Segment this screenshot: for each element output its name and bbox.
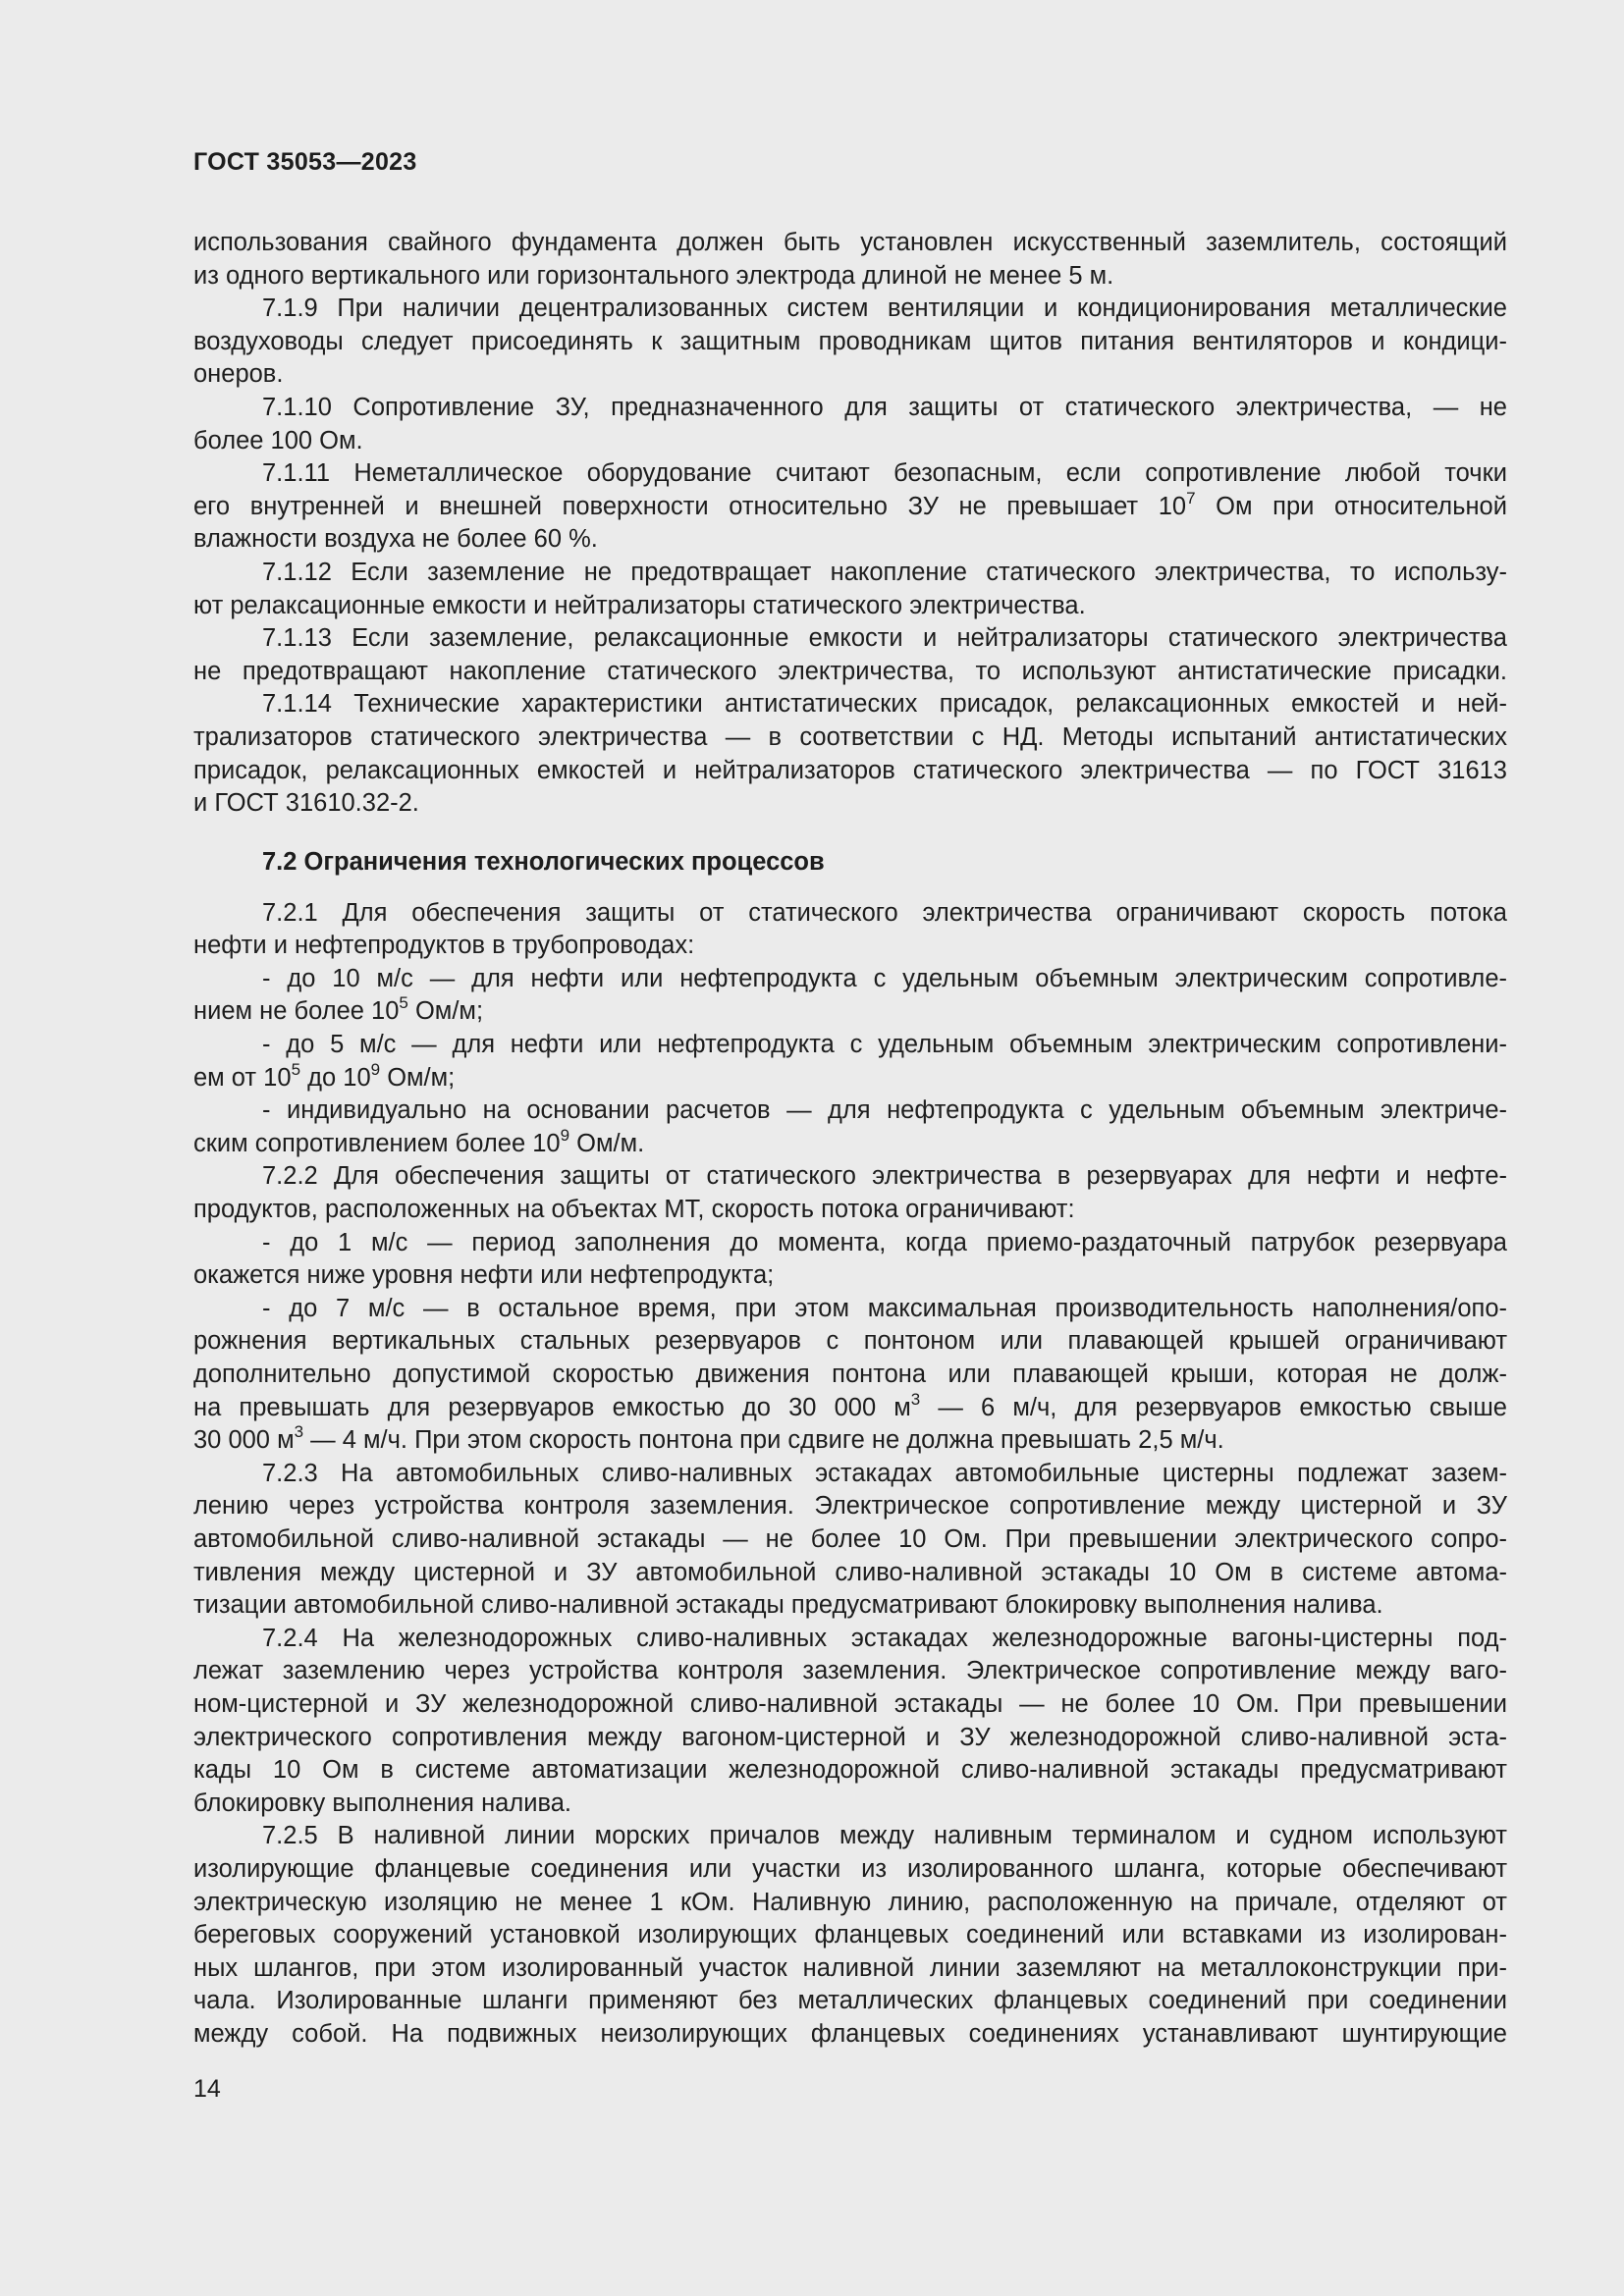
clause-7-1-13: 7.1.13 Если заземление, релаксационные емкости и нейтрализаторы статического электричества <box>262 624 1507 653</box>
list-item: - до 10 м/с — для нефти или нефтепродукта с удельным объемным электрическим сопротивле- <box>262 964 1507 992</box>
text-line: онеров. <box>193 360 284 389</box>
clause-7-2-1: 7.2.1 Для обеспечения защиты от статического электричества ограничивают скорость потока <box>262 898 1507 927</box>
clause-7-2-5: 7.2.5 В наливной линии морских причалов между наливным терминалом и судном используют <box>262 1822 1507 1850</box>
clause-7-1-14: 7.1.14 Технические характеристики антистатических присадок, релаксационных емкостей и ней- <box>262 690 1507 719</box>
clause-7-1-12: 7.1.12 Если заземление не предотвращает накопление статического электричества, то использу- <box>262 558 1507 586</box>
text-line <box>193 1125 1507 1161</box>
clause-7-1-9: 7.1.9 При наличии децентрализованных систем вентиляции и кондиционирования металлические <box>262 294 1507 323</box>
text-line: лению через устройства контроля заземления. Электрическое сопротивление между цистерной и ЗУ <box>193 1492 1507 1521</box>
page-number: 14 <box>193 2075 221 2103</box>
text-line: влажности воздуха не более 60 %. <box>193 525 598 554</box>
section-heading-7-2: 7.2 Ограничения технологических процессов <box>262 847 825 876</box>
superscript: 5 <box>399 993 408 1013</box>
list-item: - индивидуально на основании расчетов — для нефтепродукта с удельным объемным электриче- <box>262 1096 1507 1125</box>
text-line: окажется ниже уровня нефти или нефтепродукта; <box>193 1261 775 1290</box>
text-line: продуктов, расположенных на объектах МТ, скорость потока ограничивают: <box>193 1196 1075 1224</box>
superscript: 5 <box>291 1059 301 1079</box>
text-fragment: нием не более 10 <box>193 997 400 1026</box>
text-line: ют релаксационные емкости и нейтрализаторы статического электричества. <box>193 591 1086 619</box>
page-body <box>193 227 1507 2051</box>
text-line: кады 10 Ом в системе автоматизации железнодорожной сливо-наливной эстакады предусматривают <box>193 1756 1507 1785</box>
text-line: из одного вертикального или горизонтального электрода длиной не менее 5 м. <box>193 261 1114 290</box>
text-line: присадок, релаксационных емкостей и нейтрализаторов статического электричества — по ГОСТ 31613 <box>193 756 1507 784</box>
text-fragment: его внутренней и внешней поверхности относительно ЗУ не превышает 10 <box>193 492 1187 520</box>
text-line: чала. Изолированные шланги применяют без металлических фланцевых соединений при соединении <box>193 1987 1507 2015</box>
text-fragment: 30 000 м <box>193 1426 295 1455</box>
text-line: между собой. На подвижных неизолирующих фланцевых соединениях устанавливают шунтирующие <box>193 2019 1507 2048</box>
text-line: трализаторов статического электричества — в соответствии с НД. Методы испытаний антистатических <box>193 722 1507 751</box>
list-item: - до 7 м/с — в остальное время, при этом максимальная производительность наполнения/опо- <box>262 1294 1507 1322</box>
text-line <box>193 995 1507 1029</box>
text-line: и ГОСТ 31610.32-2. <box>193 789 419 818</box>
text-line: нефти и нефтепродуктов в трубопроводах: <box>193 932 695 960</box>
clause-7-2-2: 7.2.2 Для обеспечения защиты от статического электричества в резервуарах для нефти и нефте- <box>262 1162 1507 1191</box>
text-line <box>193 1059 1507 1095</box>
text-line: тивления между цистерной и ЗУ автомобильной сливо-наливной эстакады 10 Ом в системе автома- <box>193 1558 1507 1586</box>
list-item: - до 5 м/с — для нефти или нефтепродукта с удельным объемным электрическим сопротивлени- <box>262 1031 1507 1059</box>
text-line: электрическую изоляцию не менее 1 кОм. Наливную линию, расположенную на причале, отделяют от <box>193 1888 1507 1916</box>
superscript: 3 <box>910 1389 921 1409</box>
text-line: дополнительно допустимой скоростью движения понтона или плавающей крыши, которая не долж- <box>193 1361 1507 1388</box>
text-fragment: Ом/м; <box>380 1063 456 1092</box>
text-line: электрического сопротивления между вагоном-цистерной и ЗУ железнодорожной сливо-наливной эста- <box>193 1723 1507 1751</box>
text-line: рожнения вертикальных стальных резервуаров с понтоном или плавающей крышей ограничивают <box>193 1327 1507 1356</box>
text-fragment: до 10 <box>300 1063 371 1092</box>
text-line: изолирующие фланцевые соединения или участки из изолированного шланга, которые обеспечивают <box>193 1854 1507 1883</box>
text-fragment: ем от 10 <box>193 1063 292 1092</box>
text-line: ном-цистерной и ЗУ железнодорожной сливо-наливной эстакады — не более 10 Ом. При превышении <box>193 1689 1507 1718</box>
text-fragment: — 6 м/ч, для резервуаров емкостью свыше <box>920 1393 1507 1421</box>
text-line: блокировку выполнения налива. <box>193 1789 571 1817</box>
text-fragment: Ом/м. <box>569 1129 645 1157</box>
text-line: не предотвращают накопление статического электричества, то используют антистатические присадки. <box>193 657 1507 685</box>
text-line: береговых сооружений установкой изолирующих фланцевых соединений или вставками из изолирован- <box>193 1921 1507 1949</box>
text-line <box>193 488 1507 524</box>
text-line: более 100 Ом. <box>193 426 363 454</box>
clause-7-1-10: 7.1.10 Сопротивление ЗУ, предназначенного для защиты от статического электричества, — не <box>262 393 1507 421</box>
document-code-header: ГОСТ 35053—2023 <box>193 148 417 176</box>
text-line <box>193 1424 1507 1458</box>
text-fragment: Ом при относительной <box>1195 492 1507 520</box>
text-line: тизации автомобильной сливо-наливной эстакады предусматривают блокировку выполнения налива. <box>193 1591 1383 1620</box>
text-fragment: Ом/м; <box>407 997 484 1026</box>
text-fragment: ским сопротивлением более 10 <box>193 1129 561 1157</box>
text-line: воздуховоды следует присоединять к защитным проводникам щитов питания вентиляторов и кондици- <box>193 327 1507 355</box>
text-line: ных шлангов, при этом изолированный участок наливной линии заземляют на металлоконструкции при- <box>193 1953 1507 1982</box>
text-line: использования свайного фундамента должен быть установлен искусственный заземлитель, состоящий <box>193 229 1507 256</box>
spacer <box>193 821 1507 844</box>
text-line <box>193 1389 1507 1425</box>
text-fragment: на превышать для резервуаров емкостью до 30 000 м <box>193 1393 911 1421</box>
superscript: 9 <box>370 1059 381 1079</box>
text-fragment: — 4 м/ч. При этом скорость понтона при сдвиге не должна превышать 2,5 м/ч. <box>303 1426 1224 1455</box>
superscript: 7 <box>1186 488 1196 507</box>
text-line: лежат заземлению через устройства контроля заземления. Электрическое сопротивление между ваго- <box>193 1657 1507 1685</box>
spacer <box>193 880 1507 897</box>
clause-7-2-3: 7.2.3 На автомобильных сливо-наливных эстакадах автомобильные цистерны подлежат зазем- <box>262 1459 1507 1487</box>
superscript: 3 <box>294 1422 304 1442</box>
superscript: 9 <box>560 1125 570 1145</box>
text-line: автомобильной сливо-наливной эстакады — не более 10 Ом. При превышении электрического сопро- <box>193 1524 1507 1553</box>
list-item: - до 1 м/с — период заполнения до момента, когда приемо-раздаточный патрубок резервуара <box>262 1228 1507 1256</box>
clause-7-2-4: 7.2.4 На железнодорожных сливо-наливных эстакадах железнодорожные вагоны-цистерны под- <box>262 1624 1507 1652</box>
clause-7-1-11: 7.1.11 Неметаллическое оборудование считают безопасным, если сопротивление любой точки <box>262 459 1507 488</box>
